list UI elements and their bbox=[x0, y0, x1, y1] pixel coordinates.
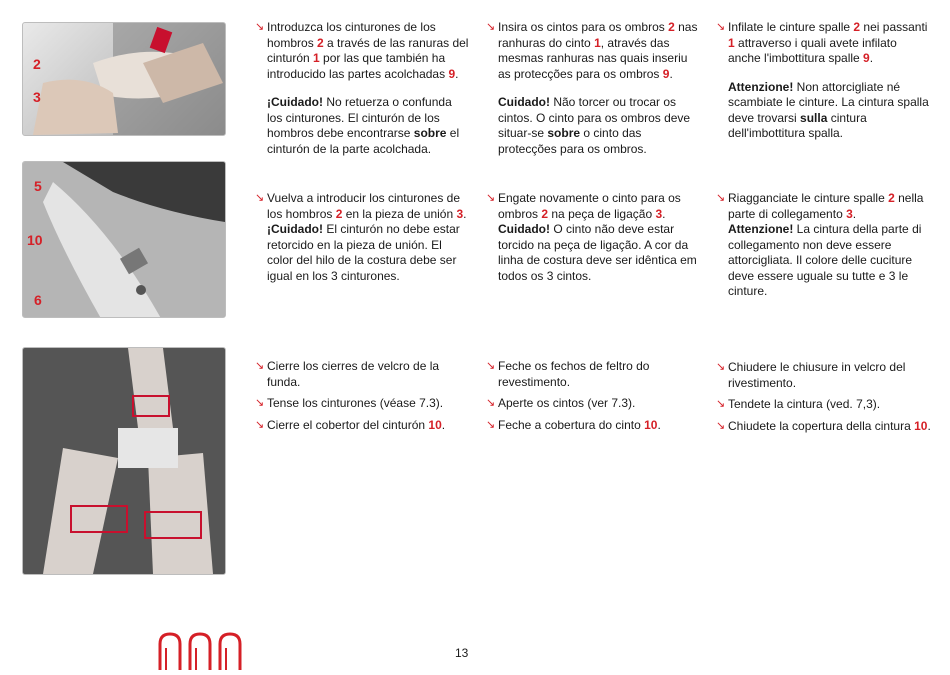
figure-1-illustration bbox=[23, 23, 225, 135]
arrow-icon: ↘ bbox=[486, 360, 496, 372]
arrow-icon: ↘ bbox=[255, 360, 265, 372]
arrow-icon: ↘ bbox=[486, 21, 496, 33]
row1-it bbox=[716, 20, 931, 142]
arrow-icon: ↘ bbox=[716, 398, 726, 410]
row3-pt-step-3: ↘ Feche a cobertura do cinto 10. bbox=[486, 417, 661, 432]
row2-pt bbox=[486, 191, 701, 284]
arrow-icon: ↘ bbox=[255, 418, 265, 431]
row3-pt bbox=[486, 359, 701, 439]
row1-es-warning: ¡Cuidado! No retuerza o confunda los cinturones. El cinturón de los hombros debe encontrarse sobre el cinturón de la parte acolchada. bbox=[267, 95, 460, 156]
row3-pt-step-2: ↘ Aperte os cintos (ver 7.3). bbox=[486, 396, 636, 410]
callout-6: 6 bbox=[34, 292, 42, 308]
figure-3-photo bbox=[22, 347, 226, 575]
row3-es-step-2: ↘ Tense los cinturones (véase 7.3). bbox=[255, 396, 444, 410]
row3-es bbox=[255, 359, 470, 439]
arrow-icon: ↘ bbox=[255, 21, 265, 33]
row1-es-instruction: ↘ Introduzca los cinturones de los hombros 2 a través de las ranuras del cinturón 1 por las que también ha introducido las partes acolchadas 9. bbox=[255, 20, 469, 81]
arrow-icon: ↘ bbox=[716, 361, 726, 373]
row1-es bbox=[255, 20, 470, 157]
row1-pt-warning: Cuidado! Não torcer ou trocar os cintos. O cinto para os ombros deve situar-se sobre o cinto das protecções para os ombros. bbox=[498, 95, 691, 156]
row3-it bbox=[716, 360, 931, 440]
arrow-icon: ↘ bbox=[255, 192, 265, 204]
row3-es-step-3: ↘ Cierre el cobertor del cinturón 10. bbox=[255, 417, 446, 432]
figure-3-illustration bbox=[23, 348, 225, 574]
row1-it-instruction: ↘ Infilate le cinture spalle 2 nei passanti 1 attraverso i quali avete infilato anche l'imbottitura spalle 9. bbox=[716, 20, 928, 65]
brand-logo-icon bbox=[156, 630, 246, 675]
row3-it-step-3: ↘ Chiudete la copertura della cintura 10. bbox=[716, 418, 931, 433]
arrow-icon: ↘ bbox=[486, 192, 496, 204]
row2-pt-instruction: ↘ Engate novamente o cinto para os ombros 2 na peça de ligação 3. Cuidado! O cinto não deve estar torcido na peça de ligação. A cor da linha de costura deve ser idêntica em todos os 3 cintos. bbox=[486, 191, 697, 283]
row1-pt bbox=[486, 20, 701, 157]
arrow-icon: ↘ bbox=[255, 397, 265, 409]
figure-2-illustration bbox=[23, 162, 225, 317]
arrow-icon: ↘ bbox=[486, 397, 496, 409]
row2-es bbox=[255, 191, 470, 284]
callout-3: 3 bbox=[33, 89, 41, 105]
arrow-icon: ↘ bbox=[716, 192, 726, 204]
row1-it-warning: Attenzione! Non attorcigliate né scambiate le cinture. La cintura spalla deve trovarsi sulla cintura dell'imbottitura spalla. bbox=[728, 79, 929, 140]
callout-5: 5 bbox=[34, 178, 42, 194]
row2-it-instruction: ↘ Riagganciate le cinture spalle 2 nella parte di collegamento 3. Attenzione! La cintura della parte di collegamento non deve essere attorcigliata. Il colore delle cuciture deve essere uguale su tutte e 3 le cinture. bbox=[716, 191, 924, 298]
row3-pt-step-1: ↘ Feche os fechos de feltro do revestimento. bbox=[486, 359, 650, 389]
callout-2: 2 bbox=[33, 56, 41, 72]
page-number: 13 bbox=[455, 646, 469, 660]
row3-it-step-2: ↘ Tendete la cintura (ved. 7,3). bbox=[716, 397, 881, 411]
figure-2-photo bbox=[22, 161, 226, 318]
arrow-icon: ↘ bbox=[716, 21, 726, 33]
figure-1-photo bbox=[22, 22, 226, 136]
arrow-icon: ↘ bbox=[486, 418, 496, 431]
row3-es-step-1: ↘ Cierre los cierres de velcro de la funda. bbox=[255, 359, 440, 389]
row2-it bbox=[716, 191, 931, 300]
row2-es-instruction: ↘ Vuelva a introducir los cinturones de los hombros 2 en la pieza de unión 3. ¡Cuidado! El cinturón no debe estar retorcido en la pieza de unión. El color del hilo de la costura debe ser igual en los 3 cinturones. bbox=[255, 191, 467, 283]
arrow-icon: ↘ bbox=[716, 419, 726, 432]
row3-it-step-1: ↘ Chiudere le chiusure in velcro del rivestimento. bbox=[716, 360, 906, 390]
row1-pt-instruction: ↘ Insira os cintos para os ombros 2 nas ranhuras do cinto 1, através das mesmas ranhuras nas quais inseriu as protecções para os ombros 9. bbox=[486, 20, 698, 81]
callout-10: 10 bbox=[27, 232, 43, 248]
